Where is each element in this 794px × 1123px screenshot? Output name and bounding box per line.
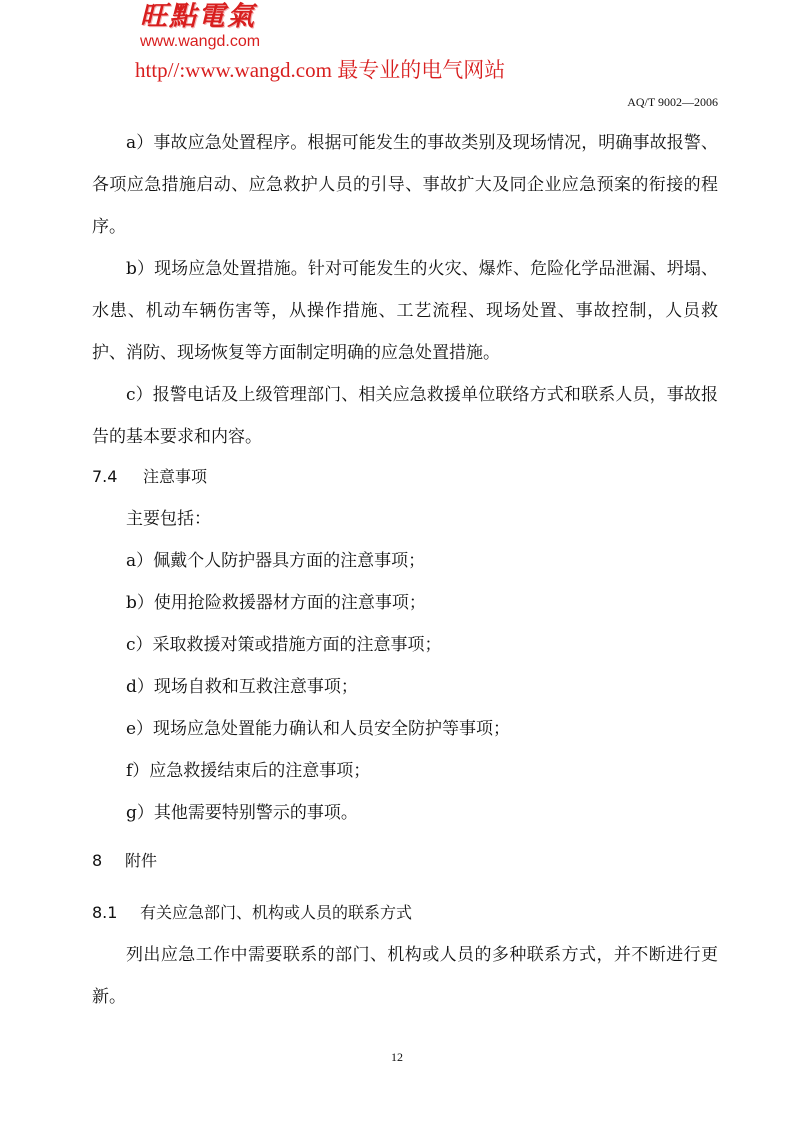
list-item: c）采取救援对策或措施方面的注意事项； — [126, 635, 442, 655]
list-item: a）佩戴个人防护器具方面的注意事项； — [126, 551, 426, 571]
section-number: 7.4 — [92, 467, 118, 486]
section-heading-8 — [92, 840, 718, 882]
intro-text: 主要包括： — [126, 509, 211, 529]
paragraph-8-1: 列出应急工作中需要联系的部门、机构或人员的多种联系方式，并不断进行更新。 — [92, 945, 718, 1007]
site-logo — [140, 2, 300, 51]
paragraph-b: b）现场应急处置措施。针对可能发生的火灾、爆炸、危险化学品泄漏、坍塌、水患、机动车辆伤害等，从操作措施、工艺流程、现场处置、事故控制，人员救护、消防、现场恢复等方面制定明确的应急处置措施。 — [92, 259, 718, 363]
list-item: b）使用抢险救援器材方面的注意事项； — [126, 593, 426, 613]
section-number: 8.1 — [92, 903, 118, 922]
standard-code: AQ/T 9002—2006 — [627, 95, 718, 109]
list-item: f）应急救援结束后的注意事项； — [126, 761, 371, 781]
list-item: d）现场自救和互救注意事项； — [126, 677, 358, 697]
paragraph-a: a）事故应急处置程序。根据可能发生的事故类别及现场情况，明确事故报警、各项应急措施启动、应急救护人员的引导、事故扩大及同企业应急预案的衔接的程序。 — [92, 133, 718, 237]
logo-text: 旺點電氣 — [140, 1, 256, 32]
list-item: e）现场应急处置能力确认和人员安全防护等事项； — [126, 719, 511, 739]
section-title: 有关应急部门、机构或人员的联系方式 — [140, 903, 413, 922]
list-item: g）其他需要特别警示的事项。 — [126, 803, 358, 823]
section-heading-8-1 — [92, 892, 718, 934]
section-title: 注意事项 — [143, 467, 208, 486]
section-number: 8 — [92, 851, 103, 870]
document-body — [92, 122, 718, 1018]
site-slogan-link[interactable]: http//:www.wangd.com 最专业的电气网站 — [135, 58, 506, 82]
paragraph-c: c）报警电话及上级管理部门、相关应急救援单位联络方式和联系人员，事故报告的基本要求和内容。 — [92, 385, 718, 447]
logo-url: www.wangd.com — [140, 33, 261, 50]
section-title: 附件 — [125, 851, 158, 870]
page-number: 12 — [391, 1050, 403, 1064]
section-heading-7-4 — [92, 456, 718, 498]
